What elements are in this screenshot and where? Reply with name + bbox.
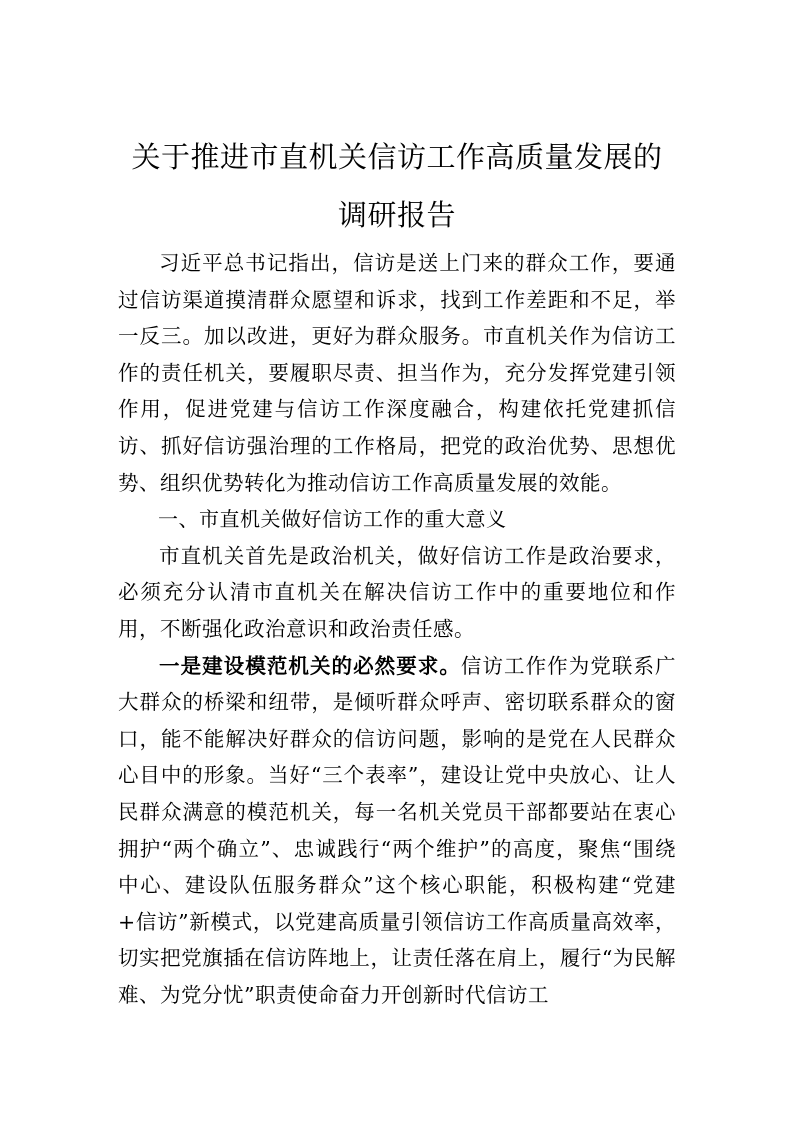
title-line-1: 关于推进市直机关信访工作高质量发展的 xyxy=(131,140,663,174)
point-1-lead: 一是建设模范机关的必然要求。 xyxy=(159,653,461,678)
section-1-intro-paragraph: 市直机关首先是政治机关，做好信访工作是政治要求，必须充分认清市直机关在解决信访工作中的重要地位和作用，不断强化政治意识和政治责任感。 xyxy=(118,543,676,641)
intro-paragraph: 习近平总书记指出，信访是送上门来的群众工作，要通过信访渠道摸清群众愿望和诉求，找到工作差距和不足，举一反三。加以改进，更好为群众服务。市直机关作为信访工作的责任机关，要履职尽责、担当作为，充分发挥党建引领作用，促进党建与信访工作深度融合，构建依托党建抓信访、抓好信访强治理的工作格局，把党的政治优势、思想优势、组织优势转化为推动信访工作高质量发展的效能。 xyxy=(118,251,676,495)
document-title xyxy=(118,128,676,244)
point-1-text: 信访工作作为党联系广大群众的桥梁和纽带，是倾听群众呼声、密切联系群众的窗口，能不能解决好群众的信访问题，影响的是党在人民群众心目中的形象。当好“三个表率”，建设让党中央放心、让人民群众满意的模范机关，每一名机关党员干部都要站在衷心拥护“两个确立”、忠诚践行“两个维护”的高度，聚焦“围绕中心、建设队伍服务群众”这个核心职能，积极构建“党建+信访”新模式，以党建高质量引领信访工作高质量高效率，切实把党旗插在信访阵地上，让责任落在肩上，履行“为民解难、为党分忧”职责使命奋力开创新时代信访工 xyxy=(118,653,677,1007)
point-1-paragraph xyxy=(118,648,676,1014)
section-1-heading: 一、市直机关做好信访工作的重大意义 xyxy=(158,507,507,532)
title-line-2: 调研报告 xyxy=(337,198,456,232)
document-page xyxy=(118,128,676,1013)
